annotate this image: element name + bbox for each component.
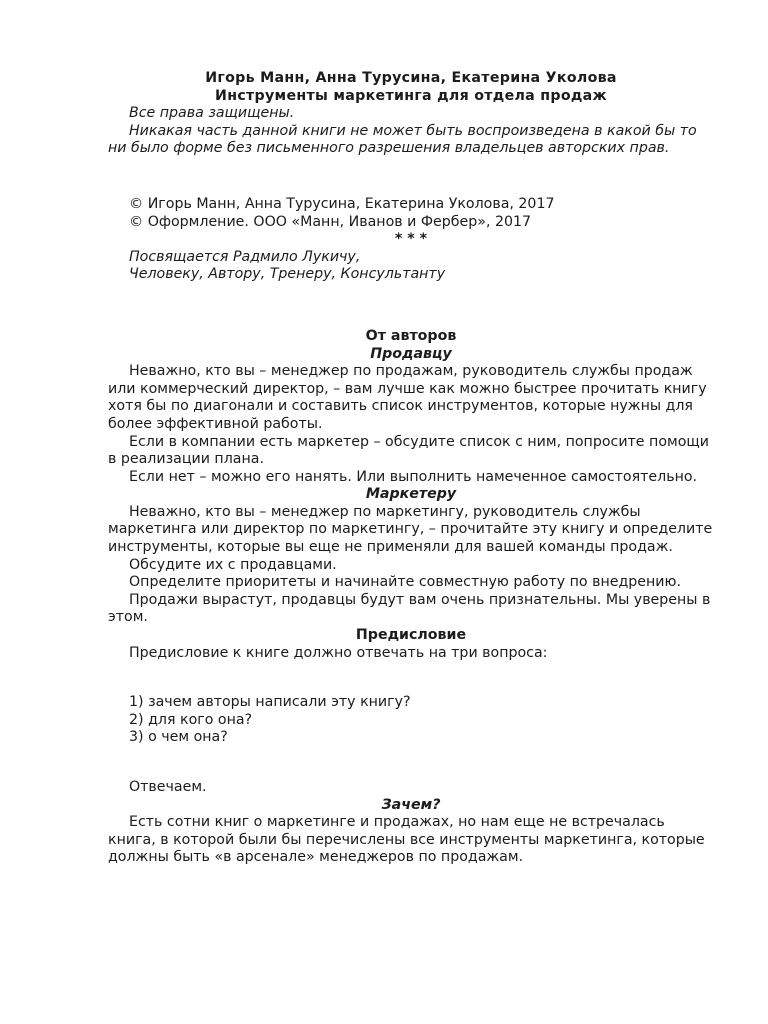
preface-question: 2) для кого она?	[129, 711, 253, 728]
dedication-line-2: Человеку, Автору, Тренеру, Консультанту	[129, 266, 446, 283]
heading-why: Зачем?	[381, 796, 441, 813]
marketer-paragraph: Неважно, кто вы – менеджер по маркетингу, руководитель службы маркетинга или директор по маркетингу, – прочитайте эту книгу и определите инструменты, которые вы еще не применяли для вашей команды продаж.	[108, 503, 713, 556]
book-title: Инструменты маркетинга для отдела продаж	[215, 87, 607, 104]
seller-paragraph: Если нет – можно его нанять. Или выполнить намеченное самостоятельно.	[129, 468, 698, 485]
authors-line: Игорь Манн, Анна Турусина, Екатерина Уколова	[205, 70, 617, 86]
heading-marketer: Маркетеру	[365, 486, 457, 503]
why-paragraph: Есть сотни книг о маркетинге и продажах, но нам еще не встречалась книга, в которой были бы перечислены все инструменты маркетинга, которые должны быть «в арсенале» менеджеров по продажам.	[108, 814, 705, 866]
copyright-authors: © Игорь Манн, Анна Турусина, Екатерина Уколова, 2017	[129, 195, 555, 212]
preface-intro: Предисловие к книге должно отвечать на три вопроса:	[129, 644, 548, 661]
seller-paragraph: Неважно, кто вы – менеджер по продажам, руководитель службы продаж или коммерческий директор, – вам лучше как можно быстрее прочитать книгу хотя бы по диагонали и составить список инструментов, которые нужны для более эффективной работы.	[108, 363, 707, 432]
rights-reserved: Все права защищены.	[129, 105, 295, 122]
dedication-line-1: Посвящается Радмило Лукичу,	[129, 248, 361, 265]
heading-preface: Предисловие	[355, 627, 467, 644]
section-separator: * * *	[394, 231, 428, 248]
document-page	[108, 70, 714, 867]
heading-seller: Продавцу	[370, 345, 452, 362]
preface-question: 1) зачем авторы написали эту книгу?	[129, 694, 411, 711]
marketer-paragraph: Продажи вырастут, продавцы будут вам очень признательны. Мы уверены в этом.	[108, 591, 711, 626]
seller-paragraph: Если в компании есть маркетер – обсудите список с ним, попросите помощи в реализации плана.	[108, 433, 709, 468]
copyright-design: © Оформление. ООО «Манн, Иванов и Фербер», 2017	[129, 213, 532, 230]
preface-answer: Отвечаем.	[129, 779, 207, 795]
rights-notice: Никакая часть данной книги не может быть воспроизведена в какой бы то ни было форме без письменного разрешения владельцев авторских прав.	[108, 122, 697, 157]
preface-question: 3) о чем она?	[129, 729, 228, 746]
heading-from-authors: От авторов	[365, 327, 457, 344]
marketer-paragraph: Определите приоритеты и начинайте совместную работу по внедрению.	[129, 574, 681, 591]
marketer-paragraph: Обсудите их с продавцами.	[129, 556, 337, 573]
